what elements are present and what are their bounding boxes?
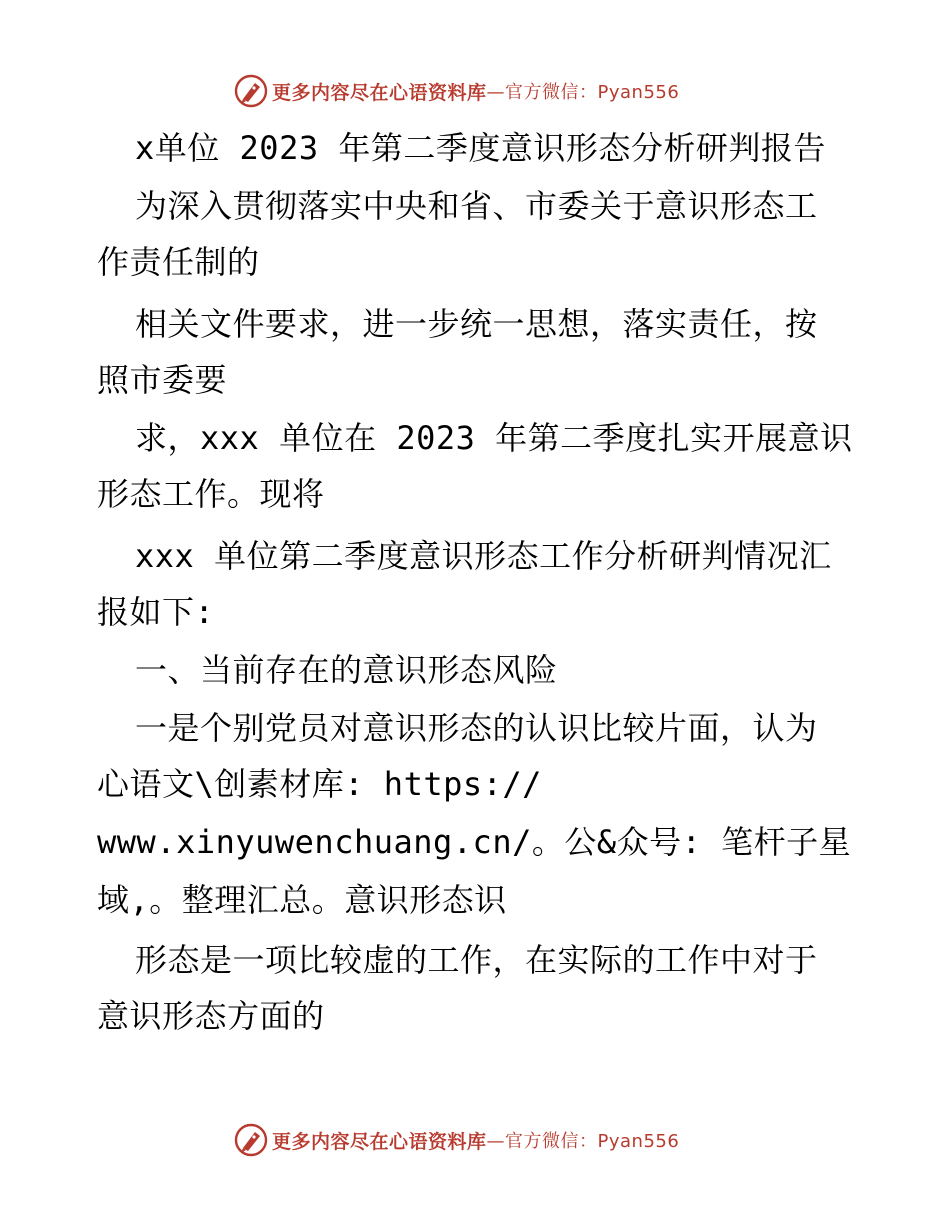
paragraph-line: xxx 单位第二季度意识形态工作分析研判情况汇 — [135, 537, 832, 575]
paragraph-line: 报如下: — [97, 593, 215, 631]
header-banner — [234, 71, 679, 111]
pen-nib-logo-icon — [234, 1123, 268, 1157]
paragraph-line: 作责任制的 — [97, 243, 260, 281]
paragraph-line: 一是个别党员对意识形态的认识比较片面，认为 — [135, 709, 818, 747]
paragraph-line: www.xinyuwenchuang.cn/。公&众号: 笔杆子星 — [97, 823, 852, 861]
paragraph-line: 形态是一项比较虚的工作，在实际的工作中对于 — [135, 941, 818, 979]
pen-nib-logo-icon — [234, 74, 268, 108]
banner-title: 更多内容尽在心语资料库 — [272, 1130, 487, 1153]
paragraph-line: 求，xxx 单位在 2023 年第二季度扎实开展意识 — [135, 419, 853, 457]
document-title: x单位 2023 年第二季度意识形态分析研判报告 — [135, 129, 826, 167]
paragraph-line: 相关文件要求，进一步统一思想，落实责任，按 — [135, 305, 818, 343]
banner-wechat: —官方微信：Pyan556 — [486, 1131, 680, 1152]
section-heading: 一、当前存在的意识形态风险 — [135, 651, 558, 689]
paragraph-line: 照市委要 — [97, 361, 228, 399]
paragraph-line: 为深入贯彻落实中央和省、市委关于意识形态工 — [135, 187, 818, 225]
paragraph-line: 形态工作。现将 — [97, 475, 325, 513]
paragraph-line: 意识形态方面的 — [97, 997, 325, 1035]
banner-wechat: —官方微信：Pyan556 — [486, 82, 680, 103]
footer-banner — [234, 1120, 679, 1160]
banner-title: 更多内容尽在心语资料库 — [272, 81, 487, 104]
paragraph-line: 域,。整理汇总。意识形态识 — [97, 881, 507, 919]
paragraph-line: 心语文\创素材库: https:// — [97, 765, 542, 803]
